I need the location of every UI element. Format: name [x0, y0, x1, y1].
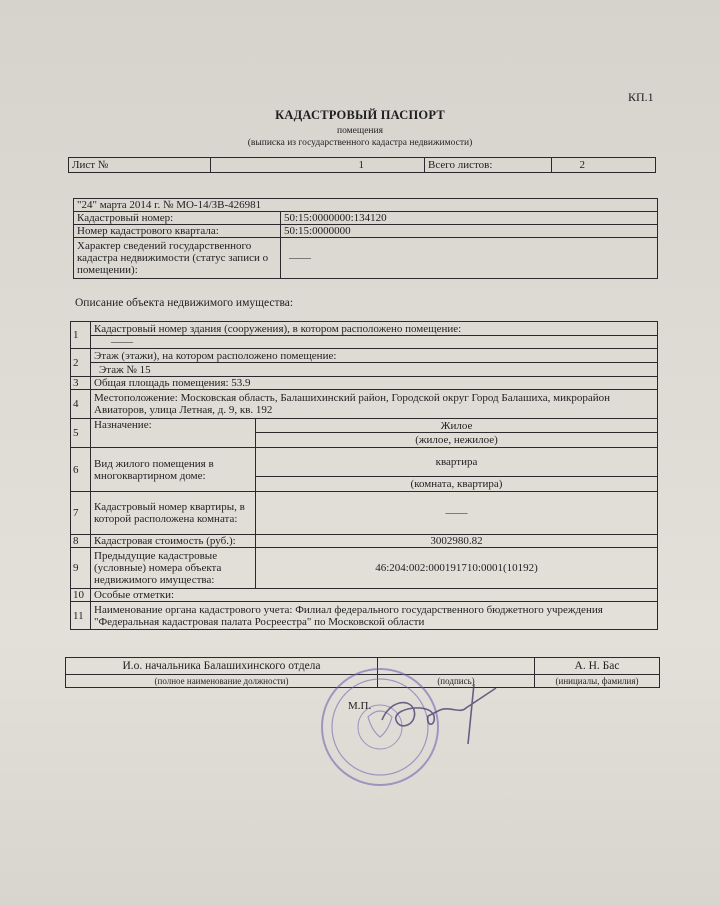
row-text: Местоположение: Московская область, Балашихинский район, Городской округ Город Балашиха, микрорайон Авиаторов, улица Летная, д. 9, кв. 192 [91, 390, 658, 419]
quarter-number-label: Номер кадастрового квартала: [74, 225, 281, 238]
row-label: Кадастровая стоимость (руб.): [91, 535, 256, 548]
table-row [71, 419, 658, 433]
record-status-label: Характер сведений государственного кадастра недвижимости (статус записи о помещении): [74, 238, 281, 279]
row-value: 46:204:002:000191710:0001(10192) [256, 548, 658, 589]
table-row [71, 448, 658, 477]
row-number: 7 [71, 492, 91, 535]
document-subtitle: помещения [337, 126, 383, 136]
row-value: 3002980.82 [256, 535, 658, 548]
table-row [71, 377, 658, 390]
table-row [71, 363, 658, 377]
sign-caption: (подпись) [378, 675, 535, 688]
row-number: 5 [71, 419, 91, 448]
table-row [71, 548, 658, 589]
quarter-number-value: 50:15:0000000 [281, 225, 658, 238]
table-row [71, 589, 658, 602]
row-label: Этаж (этажи), на котором расположено помещение: [91, 349, 658, 363]
sheet-label: Лист № [69, 158, 211, 173]
description-table [70, 321, 658, 630]
seal-place-label: М.П. [348, 700, 372, 712]
row-number: 1 [71, 322, 91, 349]
table-row [71, 390, 658, 419]
row-number: 3 [71, 377, 91, 390]
sheet-number-table [68, 157, 656, 173]
row-text: Наименование органа кадастрового учета: Филиал федерального государственного бюджетного учреждения "Федеральная кадастровая палата Росреестра" по Московской области [91, 602, 658, 630]
row-label: Предыдущие кадастровые (условные) номера объекта недвижимого имущества: [91, 548, 256, 589]
row-number: 6 [71, 448, 91, 492]
name-caption: (инициалы, фамилия) [535, 675, 660, 688]
table-row [71, 322, 658, 336]
sheet-number: 1 [211, 158, 425, 173]
row-number: 8 [71, 535, 91, 548]
position-caption: (полное наименование должности) [66, 675, 378, 688]
row-number: 10 [71, 589, 91, 602]
table-row [71, 336, 658, 349]
row-label: Назначение: [91, 419, 256, 448]
row-value: —— [91, 336, 658, 349]
row-text: Общая площадь помещения: 53.9 [91, 377, 658, 390]
row-text: Особые отметки: [91, 589, 658, 602]
row-value: Жилое [256, 419, 658, 433]
row-number: 2 [71, 349, 91, 377]
row-number: 4 [71, 390, 91, 419]
row-value: —— [256, 492, 658, 535]
signer-position: И.о. начальника Балашихинского отдела [66, 658, 378, 675]
cadastral-number-label: Кадастровый номер: [74, 212, 281, 225]
document-title: КАДАСТРОВЫЙ ПАСПОРТ [275, 108, 445, 122]
row-value: Этаж № 15 [91, 363, 658, 377]
table-row [71, 535, 658, 548]
signer-name: А. Н. Бас [535, 658, 660, 675]
form-code: КП.1 [628, 90, 654, 104]
table-row [71, 492, 658, 535]
table-row [71, 602, 658, 630]
record-status-value: —— [281, 238, 658, 279]
row-number: 9 [71, 548, 91, 589]
row-value: квартира [256, 448, 658, 477]
row-label: Кадастровый номер здания (сооружения), в котором расположено помещение: [91, 322, 658, 336]
row-label: Вид жилого помещения в многоквартирном доме: [91, 448, 256, 492]
date-and-number: "24" марта 2014 г. № МО-14/ЗВ-426981 [74, 199, 658, 212]
row-caption: (жилое, нежилое) [256, 433, 658, 448]
cadastral-number-value: 50:15:0000000:134120 [281, 212, 658, 225]
row-number: 11 [71, 602, 91, 630]
description-title: Описание объекта недвижимого имущества: [75, 297, 294, 309]
header-table [73, 198, 658, 279]
row-caption: (комната, квартира) [256, 477, 658, 492]
total-sheets-label: Всего листов: [425, 158, 552, 173]
document-subtitle-2: (выписка из государственного кадастра недвижимости) [247, 138, 473, 148]
row-label: Кадастровый номер квартиры, в которой расположена комната: [91, 492, 256, 535]
table-row [71, 349, 658, 363]
handwritten-signature-icon [370, 680, 510, 750]
total-sheets-number: 2 [552, 158, 656, 173]
